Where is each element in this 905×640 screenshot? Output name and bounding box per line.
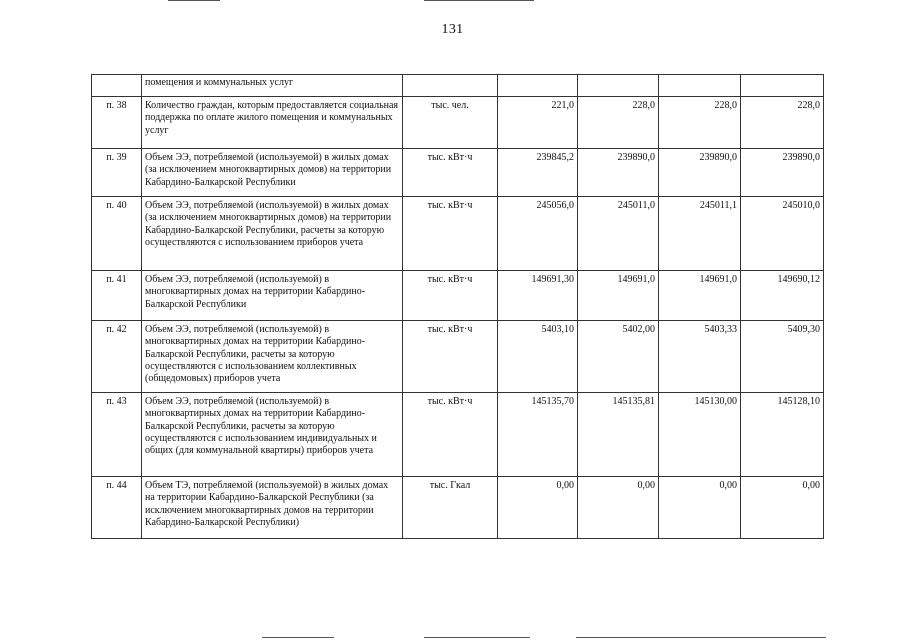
table-body [92,75,824,539]
row-unit-cell: тыс. кВт·ч [403,321,498,393]
row-value-cell: 145128,10 [741,393,824,477]
table-row-p41 [92,271,824,321]
row-value-cell [741,75,824,97]
table-row-p40 [92,197,824,271]
row-value-cell: 5402,00 [578,321,659,393]
row-number-cell: п. 39 [92,149,142,197]
row-value-cell: 245010,0 [741,197,824,271]
row-value-cell: 149691,0 [659,271,741,321]
row-number-cell: п. 38 [92,97,142,149]
row-value-cell [578,75,659,97]
row-value-cell: 0,00 [578,477,659,539]
row-unit-cell: тыс. кВт·ч [403,393,498,477]
row-value-cell: 245011,0 [578,197,659,271]
row-description-cell: Объем ЭЭ, потребляемой (используемой) в жилых домах (за исключением многоквартирных домов) на территории Кабардино-Балкарской Республики, расчеты за которую осуществляются с использованием приборов учета [142,197,403,271]
row-number-cell: п. 42 [92,321,142,393]
scan-artifact-top-right [424,0,534,1]
row-value-cell [659,75,741,97]
row-number-cell: п. 40 [92,197,142,271]
row-number-cell [92,75,142,97]
row-value-cell: 0,00 [741,477,824,539]
scan-artifact-bottom-1 [262,637,334,638]
row-value-cell: 239890,0 [578,149,659,197]
row-unit-cell: тыс. кВт·ч [403,271,498,321]
table-row-p44 [92,477,824,539]
row-value-cell: 145135,70 [498,393,578,477]
row-value-cell: 0,00 [498,477,578,539]
table-row-p38 [92,97,824,149]
row-value-cell: 5403,10 [498,321,578,393]
row-unit-cell: тыс. кВт·ч [403,197,498,271]
row-description-cell: Объем ЭЭ, потребляемой (используемой) в жилых домах (за исключением многоквартирных домов) на территории Кабардино-Балкарской Республики [142,149,403,197]
scan-artifact-bottom-2 [424,637,530,638]
continuation-row [92,75,824,97]
row-value-cell: 0,00 [659,477,741,539]
row-unit-cell: тыс. кВт·ч [403,149,498,197]
row-value-cell: 228,0 [741,97,824,149]
row-value-cell [498,75,578,97]
row-value-cell: 245011,1 [659,197,741,271]
row-value-cell: 228,0 [659,97,741,149]
row-description-cell: Объем ТЭ, потребляемой (используемой) в жилых домах на территории Кабардино-Балкарской Республики (за исключением многоквартирных домов на территории Кабардино-Балкарской Республики) [142,477,403,539]
row-description-cell: помещения и коммунальных услуг [142,75,403,97]
row-value-cell: 221,0 [498,97,578,149]
row-value-cell: 239890,0 [741,149,824,197]
row-description-cell: Объем ЭЭ, потребляемой (используемой) в многоквартирных домах на территории Кабардино-Балкарской Республики, расчеты за которую осуществляются с использованием коллективных (общедомовых) приборов учета [142,321,403,393]
table-row-p43 [92,393,824,477]
row-value-cell: 145130,00 [659,393,741,477]
row-value-cell: 145135,81 [578,393,659,477]
row-value-cell: 228,0 [578,97,659,149]
table-row-p39 [92,149,824,197]
row-description-cell: Объем ЭЭ, потребляемой (используемой) в многоквартирных домах на территории Кабардино-Балкарской Республики, расчеты за которую осуществляются с использованием индивидуальных и общих (для коммунальной квартиры) приборов учета [142,393,403,477]
row-value-cell: 149691,30 [498,271,578,321]
row-unit-cell: тыс. Гкал [403,477,498,539]
page-number: 131 [441,22,464,37]
row-value-cell: 239890,0 [659,149,741,197]
row-value-cell: 5409,30 [741,321,824,393]
row-value-cell: 245056,0 [498,197,578,271]
scan-artifact-top-left [168,0,220,1]
row-number-cell: п. 44 [92,477,142,539]
row-value-cell: 5403,33 [659,321,741,393]
row-number-cell: п. 43 [92,393,142,477]
row-number-cell: п. 41 [92,271,142,321]
row-value-cell: 149690,12 [741,271,824,321]
row-description-cell: Объем ЭЭ, потребляемой (используемой) в многоквартирных домах на территории Кабардино-Балкарской Республики [142,271,403,321]
row-description-cell: Количество граждан, которым предоставляется социальная поддержка по оплате жилого помещения и коммунальных услуг [142,97,403,149]
row-unit-cell: тыс. чел. [403,97,498,149]
row-unit-cell [403,75,498,97]
row-value-cell: 149691,0 [578,271,659,321]
indicators-table [91,74,824,539]
scan-artifact-bottom-3 [576,637,826,638]
table-row-p42 [92,321,824,393]
row-value-cell: 239845,2 [498,149,578,197]
